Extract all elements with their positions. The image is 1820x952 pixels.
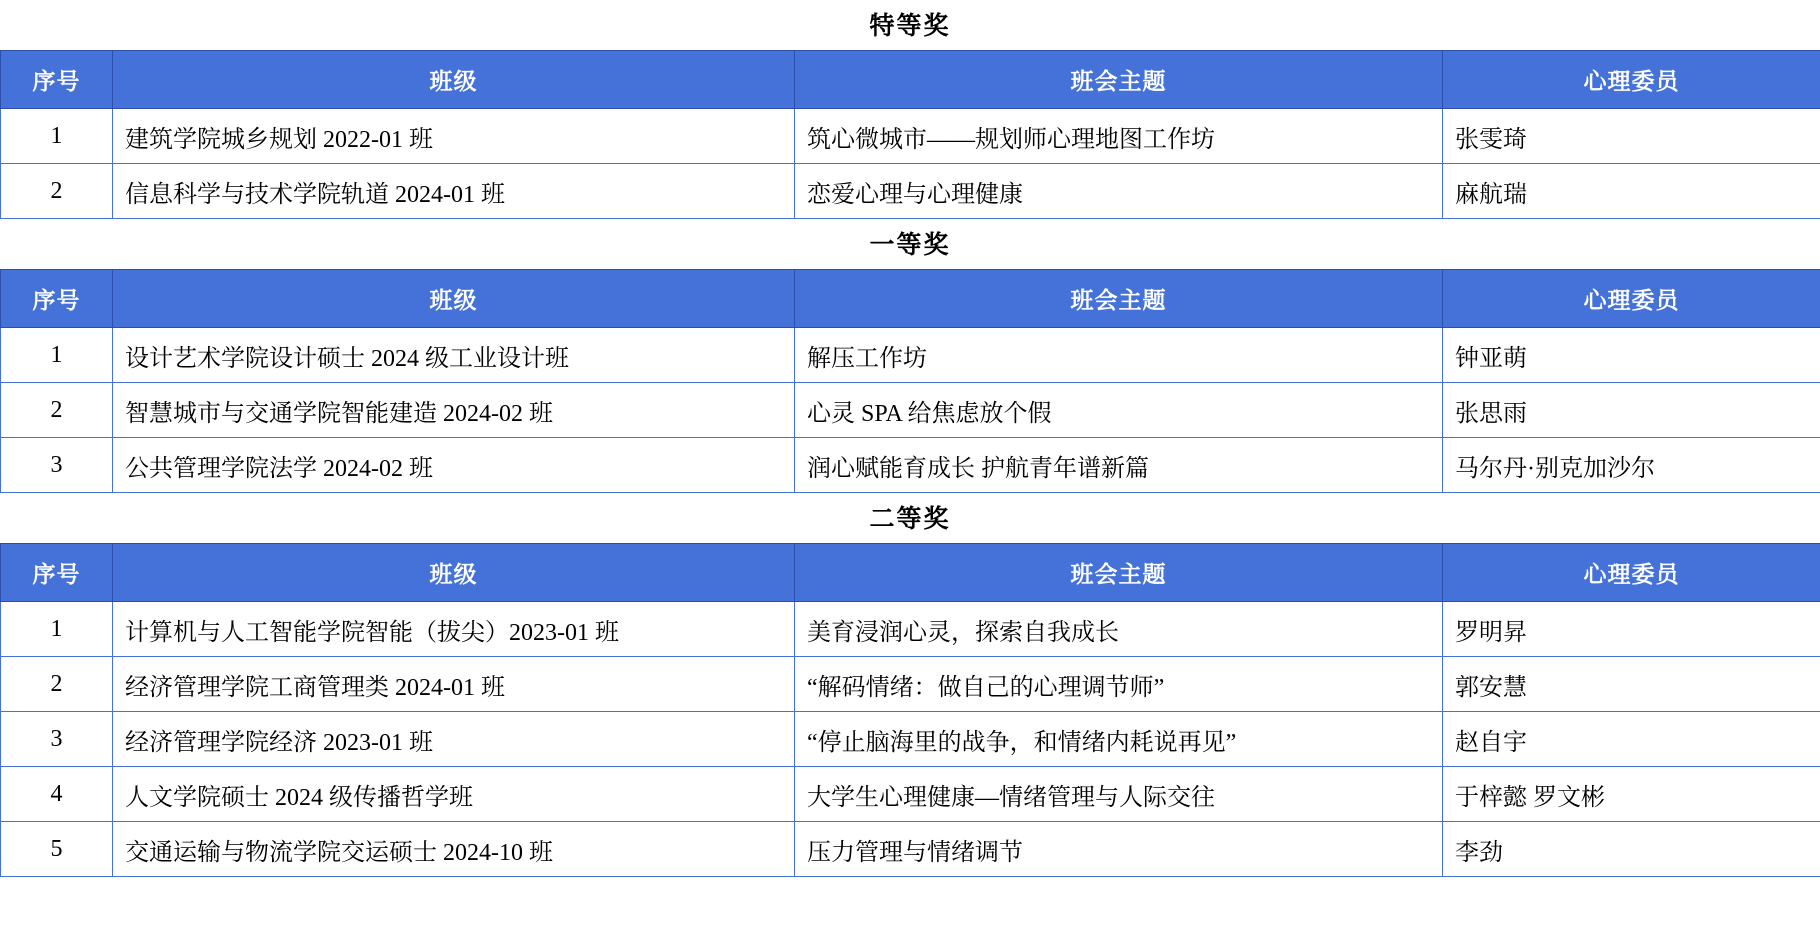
cell-class: 设计艺术学院设计硕士 2024 级工业设计班 (113, 328, 795, 383)
column-header-index: 序号 (1, 51, 113, 109)
cell-class: 人文学院硕士 2024 级传播哲学班 (113, 767, 795, 822)
cell-class: 计算机与人工智能学院智能（拔尖）2023-01 班 (113, 602, 795, 657)
cell-topic: 美育浸润心灵，探索自我成长 (795, 602, 1443, 657)
cell-topic: “停止脑海里的战争，和情绪内耗说再见” (795, 712, 1443, 767)
column-header-topic: 班会主题 (795, 544, 1443, 602)
cell-index: 1 (1, 602, 113, 657)
award-table-first (0, 269, 1820, 493)
table-header-row (1, 544, 1820, 602)
cell-index: 2 (1, 383, 113, 438)
cell-staff: 钟亚萌 (1443, 328, 1820, 383)
cell-staff: 郭安慧 (1443, 657, 1820, 712)
column-header-index: 序号 (1, 270, 113, 328)
cell-class: 经济管理学院经济 2023-01 班 (113, 712, 795, 767)
cell-staff: 麻航瑞 (1443, 164, 1820, 219)
award-section-first (0, 219, 1820, 493)
cell-topic: 恋爱心理与心理健康 (795, 164, 1443, 219)
cell-staff: 罗明昇 (1443, 602, 1820, 657)
cell-index: 1 (1, 328, 113, 383)
table-row (1, 438, 1820, 493)
table-row (1, 767, 1820, 822)
table-row (1, 822, 1820, 877)
cell-index: 5 (1, 822, 113, 877)
cell-topic: 大学生心理健康—情绪管理与人际交往 (795, 767, 1443, 822)
section-title-special: 特等奖 (0, 0, 1820, 50)
cell-staff: 于梓懿 罗文彬 (1443, 767, 1820, 822)
table-row (1, 109, 1820, 164)
cell-staff: 赵自宇 (1443, 712, 1820, 767)
cell-class: 经济管理学院工商管理类 2024-01 班 (113, 657, 795, 712)
table-row (1, 602, 1820, 657)
section-title-first: 一等奖 (0, 219, 1820, 269)
column-header-staff: 心理委员 (1443, 51, 1820, 109)
table-row (1, 712, 1820, 767)
cell-class: 公共管理学院法学 2024-02 班 (113, 438, 795, 493)
table-row (1, 164, 1820, 219)
cell-staff: 张思雨 (1443, 383, 1820, 438)
award-section-special (0, 0, 1820, 219)
award-section-second (0, 493, 1820, 877)
cell-class: 建筑学院城乡规划 2022-01 班 (113, 109, 795, 164)
column-header-class: 班级 (113, 544, 795, 602)
cell-staff: 马尔丹·别克加沙尔 (1443, 438, 1820, 493)
table-header-row (1, 270, 1820, 328)
cell-staff: 李劲 (1443, 822, 1820, 877)
cell-topic: “解码情绪：做自己的心理调节师” (795, 657, 1443, 712)
table-row (1, 328, 1820, 383)
cell-index: 3 (1, 438, 113, 493)
award-table-special (0, 50, 1820, 219)
cell-index: 2 (1, 657, 113, 712)
cell-class: 智慧城市与交通学院智能建造 2024-02 班 (113, 383, 795, 438)
column-header-topic: 班会主题 (795, 51, 1443, 109)
section-title-second: 二等奖 (0, 493, 1820, 543)
column-header-class: 班级 (113, 270, 795, 328)
cell-topic: 解压工作坊 (795, 328, 1443, 383)
cell-topic: 筑心微城市——规划师心理地图工作坊 (795, 109, 1443, 164)
cell-index: 4 (1, 767, 113, 822)
column-header-class: 班级 (113, 51, 795, 109)
column-header-staff: 心理委员 (1443, 544, 1820, 602)
column-header-topic: 班会主题 (795, 270, 1443, 328)
cell-topic: 润心赋能育成长 护航青年谱新篇 (795, 438, 1443, 493)
column-header-index: 序号 (1, 544, 113, 602)
cell-topic: 心灵 SPA 给焦虑放个假 (795, 383, 1443, 438)
cell-topic: 压力管理与情绪调节 (795, 822, 1443, 877)
table-row (1, 657, 1820, 712)
table-header-row (1, 51, 1820, 109)
award-table-second (0, 543, 1820, 877)
cell-index: 2 (1, 164, 113, 219)
cell-class: 交通运输与物流学院交运硕士 2024-10 班 (113, 822, 795, 877)
table-row (1, 383, 1820, 438)
column-header-staff: 心理委员 (1443, 270, 1820, 328)
cell-staff: 张雯琦 (1443, 109, 1820, 164)
cell-index: 3 (1, 712, 113, 767)
cell-index: 1 (1, 109, 113, 164)
cell-class: 信息科学与技术学院轨道 2024-01 班 (113, 164, 795, 219)
